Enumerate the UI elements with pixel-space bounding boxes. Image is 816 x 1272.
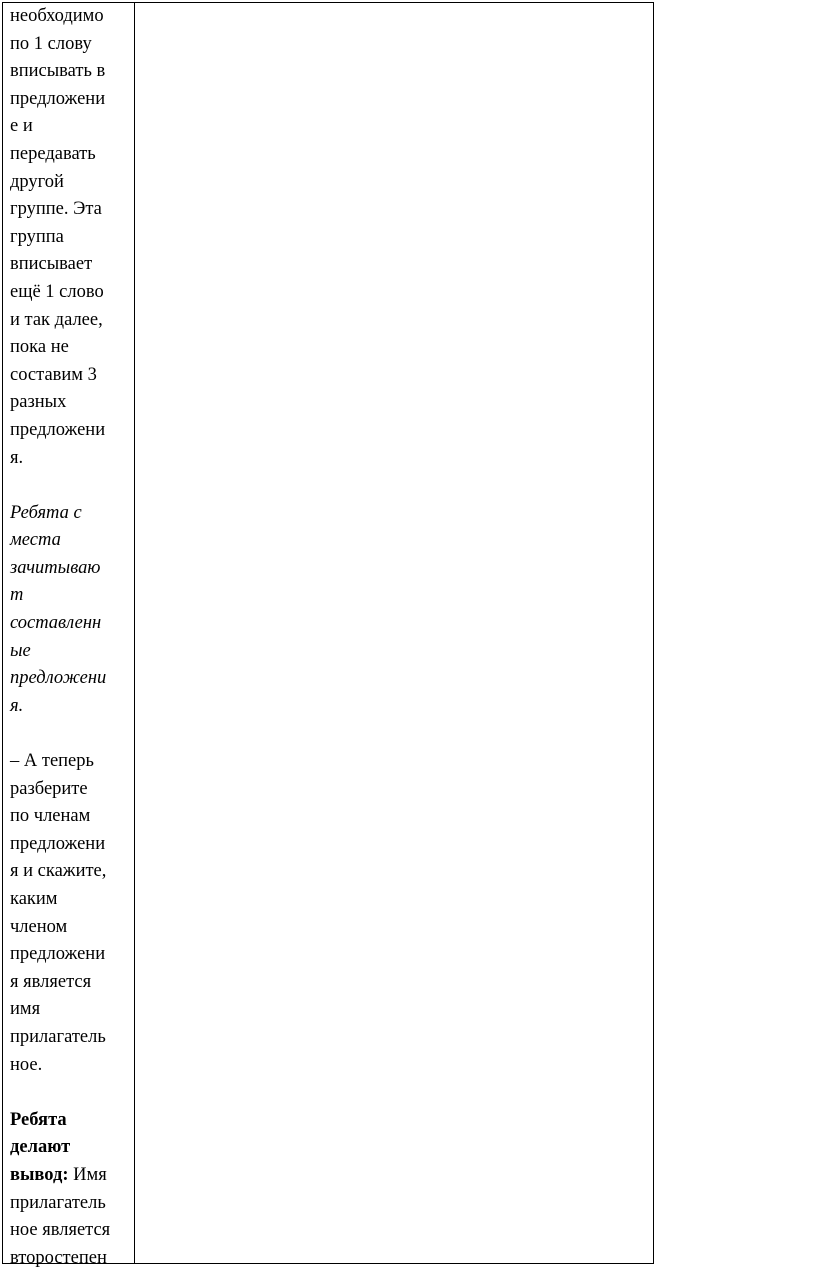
- text-line: группа: [10, 226, 64, 247]
- text-line: ещё 1 слово: [10, 281, 104, 302]
- paragraph-gap: [10, 720, 128, 748]
- text-line: членом: [10, 916, 68, 937]
- text-line: составим 3: [10, 364, 97, 385]
- table-cell-right: [135, 3, 653, 1263]
- text-line: предложени: [10, 88, 106, 109]
- text-line: прилагатель: [10, 1026, 106, 1047]
- text-line: другой: [10, 171, 64, 192]
- text-line: имя: [10, 999, 41, 1020]
- text-line: – А теперь: [10, 751, 94, 772]
- text-line: т: [10, 585, 24, 606]
- text-line: разных: [10, 392, 67, 413]
- text-line: зачитываю: [10, 557, 101, 578]
- text-line: я и скажите,: [10, 861, 107, 882]
- text-line: предложени: [10, 419, 106, 440]
- text-line: каким: [10, 889, 58, 909]
- text-line: пока не: [10, 337, 69, 358]
- text-line: прилагатель: [10, 1192, 106, 1213]
- lesson-table: [2, 2, 654, 1268]
- table-cell-left: [3, 3, 135, 1268]
- text-line: я.: [10, 447, 24, 468]
- text-line: второстепен: [10, 1247, 107, 1268]
- text-line: места: [10, 530, 61, 551]
- text-line: е и: [10, 116, 33, 137]
- text-line: ное является: [10, 1220, 111, 1241]
- paragraph-gap: [10, 1079, 128, 1107]
- text-line: ное.: [10, 1054, 43, 1075]
- text-line: группе. Эта: [10, 199, 102, 220]
- text-line-mixed: [10, 1162, 128, 1190]
- text-line: и так далее,: [10, 309, 103, 330]
- text-line: вписывать в: [10, 61, 106, 82]
- text-line: по членам: [10, 806, 91, 827]
- text-line: предложени: [10, 668, 107, 689]
- paragraph-instructions: [10, 3, 128, 472]
- text-line-bold: Ребята: [10, 1109, 67, 1130]
- conclusion-text: Имя: [68, 1164, 107, 1185]
- cell-text: [10, 3, 128, 1272]
- text-line-bold: делают: [10, 1137, 71, 1158]
- text-line: по 1 слову: [10, 33, 92, 54]
- text-line: Ребята с: [10, 502, 82, 523]
- text-line: необходимо: [10, 6, 104, 26]
- text-line: я.: [10, 695, 24, 716]
- text-line: ые: [10, 640, 31, 661]
- text-line: передавать: [10, 143, 96, 164]
- paragraph-gap: [10, 472, 128, 500]
- text-line: разберите: [10, 778, 88, 799]
- text-line: предложени: [10, 944, 106, 965]
- paragraph-conclusion: [10, 1107, 128, 1272]
- text-line: я является: [10, 971, 92, 992]
- paragraph-teacher-question: [10, 748, 128, 1079]
- paragraph-students-read: [10, 500, 128, 721]
- conclusion-label: вывод:: [10, 1164, 69, 1185]
- text-line: предложени: [10, 833, 106, 854]
- text-line: вписывает: [10, 254, 93, 275]
- text-line: составленн: [10, 613, 102, 634]
